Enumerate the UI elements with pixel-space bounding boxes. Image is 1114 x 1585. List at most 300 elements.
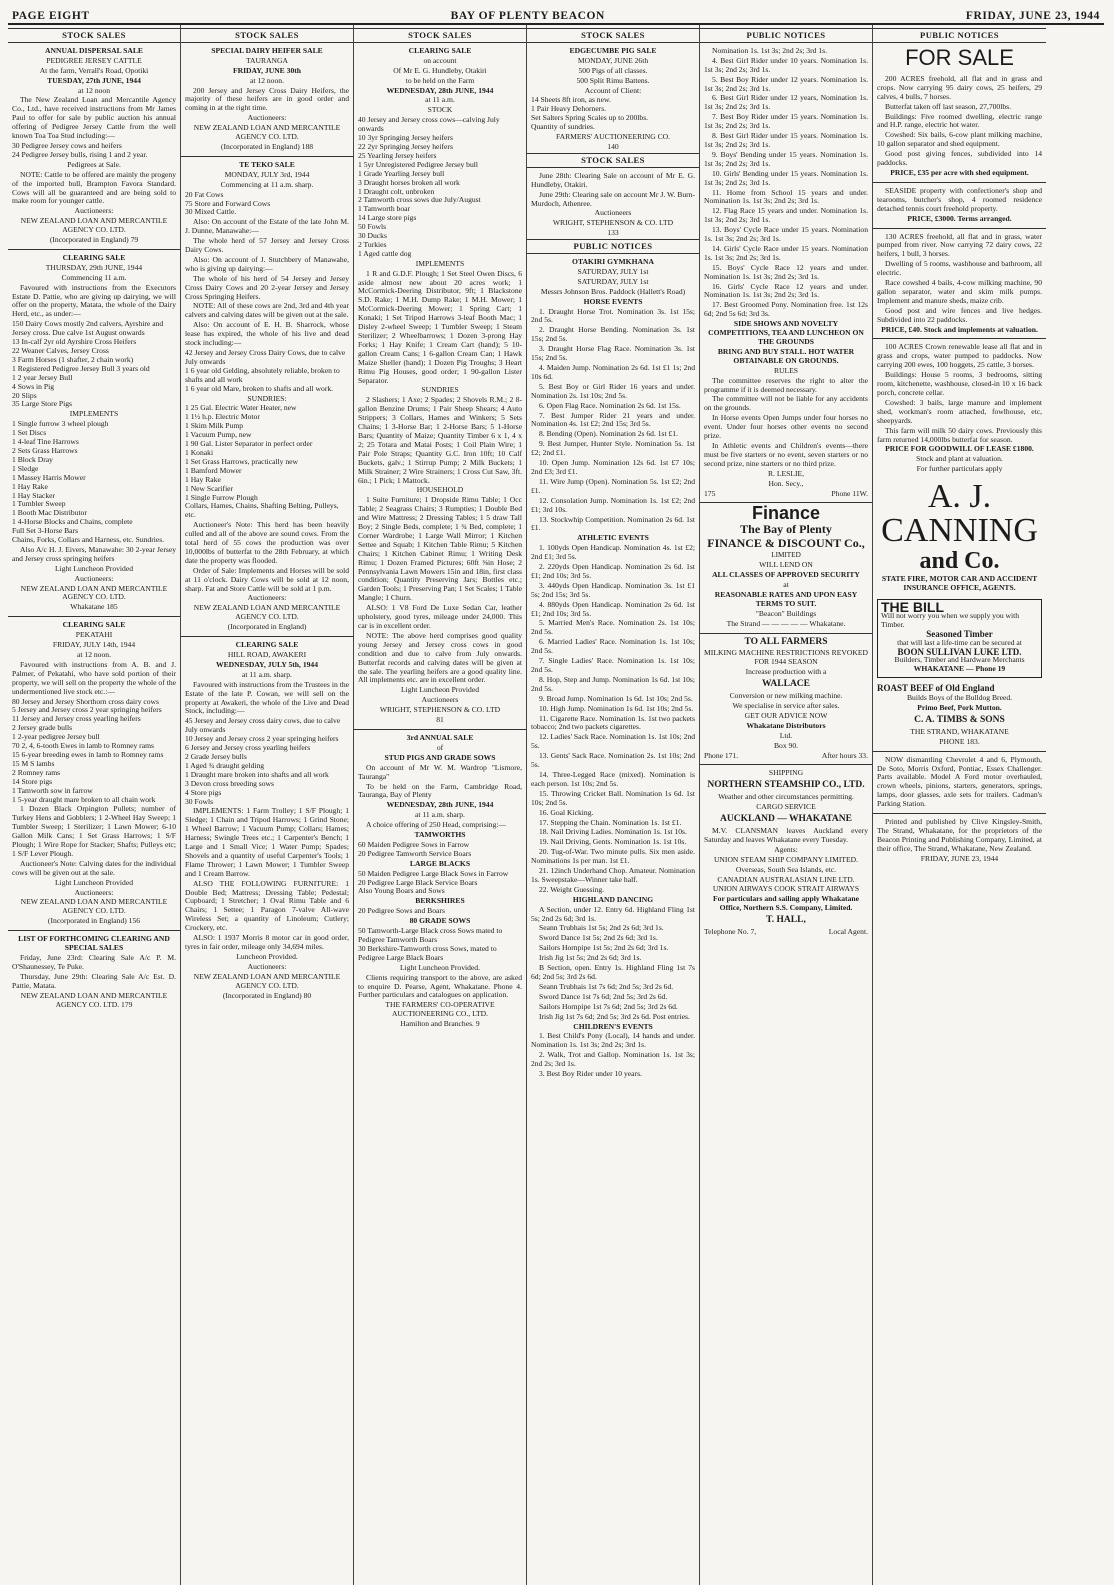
- list-item: 22 2yr Springing Jersey heifers: [358, 141, 453, 151]
- subhead: SUNDRIES: [421, 385, 459, 395]
- event-item: Seann Trubhais 1st 5s; 2nd 2s 6d; 3rd 1s.: [539, 923, 664, 933]
- ad-time: at 11 a.m. sharp.: [415, 810, 465, 820]
- auctioneer-inc: (Incorporated in England) 79: [49, 235, 139, 245]
- ad-time: Commencing at 11 a.m. sharp.: [220, 179, 314, 189]
- column-2: [181, 25, 354, 1585]
- ad-text: On account of Mr W. M. Wardrop "Lismore, Tauranga": [358, 762, 522, 781]
- list-item: 1 Set Discs: [12, 428, 47, 438]
- event-item: 8. Best Girl Rider under 15 years. Nomination 1s. 1st 3s; 2nd 2s; 3rd 1s.: [704, 131, 868, 149]
- subhead: STOCK: [427, 105, 453, 115]
- event-item: Seann Trubhais 1st 7s 6d; 2nd 5s; 3rd 2s 6d.: [539, 981, 674, 991]
- event-item: 4. 880yds Open Handicap. Nomination 2s 6d. 1st £1; 2nd 10s; 3rd 5s.: [531, 599, 695, 618]
- list-item: Quantity of sundries.: [531, 122, 595, 132]
- shipping-local: Local Agent.: [828, 927, 868, 937]
- luncheon-note: Light Luncheon Provided: [54, 563, 134, 573]
- shipping-text: UNION STEAM SHIP COMPANY LIMITED.: [713, 854, 859, 864]
- event-item: 3. Draught Horse Flag Race. Nomination 3s. 1st 15s; 2nd 5s.: [531, 344, 695, 363]
- property-text: Stock and plant at valuation.: [916, 454, 1003, 464]
- event-item: 5. Married Men's Race. Nomination 2s. 1st 10s; 2nd 5s.: [531, 618, 695, 637]
- event-item: 20. Tug-of-War. Two minute pulls. Six men aside. Nominations 1s per man. 1st £1.: [531, 847, 695, 866]
- masthead: [8, 6, 1104, 25]
- farmers-phone: Phone 171.: [704, 750, 739, 760]
- list-item: 1 Konaki: [185, 447, 214, 457]
- list-item: Also Young Boars and Sows: [358, 886, 445, 896]
- farmers-brand: WALLACE: [761, 679, 811, 690]
- property-text: 200 ACRES freehold, all flat and in grass and crops. Now carrying 95 dairy cows, 25 heifers, 29 calves, 4 bulls, 7 horses.: [877, 73, 1042, 101]
- section-header: PUBLIC NOTICES: [527, 239, 699, 254]
- ad-number: 175: [704, 488, 716, 498]
- ad-text: of: [436, 742, 444, 752]
- list-item: 1 Bamford Mower: [185, 465, 242, 475]
- list-item: 10 3yr Springing Jersey heifers: [358, 133, 453, 143]
- property-text: Buildings: Five roomed dwelling, electric range and H.P. range, electric hot water.: [877, 111, 1042, 130]
- auctioneer-name: NEW ZEALAND LOAN AND MERCANTILE AGENCY CO. LTD.: [20, 583, 168, 602]
- list-item: 2 Jersey grade bulls: [12, 723, 73, 733]
- list-item: 1 Block Dray: [12, 454, 53, 464]
- event-item: 5. Best Boy Rider under 12 years. Nomination 1s. 1st 3s; 2nd 2s; 3rd 1s.: [704, 74, 868, 93]
- list-item: 1 Tamworth sow in farrow: [12, 785, 93, 795]
- auctioneers-label: Auctioneers:: [247, 961, 287, 971]
- auctioneers-label: Auctioneers:: [74, 573, 114, 583]
- finance-company: FINANCE & DISCOUNT Co.,: [707, 536, 865, 551]
- section-header: PUBLIC NOTICES: [700, 28, 872, 43]
- list-item: 1 2-year pedigree Jersey bull: [12, 732, 100, 742]
- shipping-tel: Telephone No. 7,: [704, 927, 757, 937]
- event-item: 7. Single Ladies' Race. Nomination 1s. 1st 10s; 2nd 5s.: [531, 656, 695, 674]
- list-item: 14 Large store pigs: [358, 213, 417, 223]
- section-header: STOCK SALES: [527, 153, 699, 168]
- list-item: 20 Pedigree Tamworth Service Boars: [358, 848, 472, 858]
- auctioneer-name: NEW ZEALAND LOAN AND MERCANTILE AGENCY CO. LTD.: [20, 897, 168, 916]
- list-item: 1 4-leaf Tine Harrows: [12, 437, 79, 447]
- auctioneer-name: FARMERS' AUCTIONEERING CO.: [555, 132, 671, 142]
- list-item: Full Set 3-Horse Bars: [12, 526, 79, 536]
- auctioneer-name: NEW ZEALAND LOAN AND MERCANTILE AGENCY CO. LTD.: [193, 971, 341, 990]
- farmers-text: Whakatane Distributors: [746, 720, 826, 730]
- auctioneer-inc: 140: [607, 141, 619, 151]
- list-item: 1 Tamworth boar: [358, 204, 411, 214]
- finance-heading: Finance: [751, 503, 821, 524]
- list-item: 13 In-calf 2yr old Ayrshire Cross Heifers: [12, 337, 137, 347]
- list-item: 20 Slips: [12, 390, 37, 400]
- finance-text: WILL LEND ON: [759, 560, 813, 570]
- ad-date: WEDNESDAY, 28th JUNE, 1944: [386, 85, 494, 95]
- bill-phone: WHAKATANE — Phone 19: [913, 664, 1006, 674]
- event-item: 13. Gents' Sack Race. Nomination 2s. 1st 10s; 2nd 5s.: [531, 751, 695, 770]
- subhead: HORSE EVENTS: [583, 296, 643, 306]
- list-item: Thursday, June 29th: Clearing Sale A/c Est. D. Pattie, Matata.: [12, 971, 176, 990]
- list-item: 1 Single Furrow Plough: [185, 492, 258, 502]
- bill-seasoned: Seasoned Timber: [926, 628, 993, 639]
- ad-body: ALSO: 1 V8 Ford De Luxe Sedan Car, leather upholstery, good tyres, mileage under 24,000. This car is in excellent order.: [358, 603, 522, 630]
- ad-body: June 28th: Clearing Sale on account of Mr E. G. Hundleby, Otakiri.: [531, 170, 695, 189]
- ad-subtitle: PEDIGREE JERSEY CATTLE: [46, 55, 142, 65]
- farmers-text: GET OUR ADVICE NOW: [744, 710, 828, 720]
- ad-title: OTAKIRI GYMKHANA: [572, 257, 654, 267]
- butcher-name: C. A. TIMBS & SONS: [914, 714, 1005, 725]
- ad-title: ANNUAL DISPERSAL SALE: [45, 45, 143, 55]
- list-item: 500 Split Rimu Battens.: [576, 75, 650, 85]
- property-text: Good post and wire fences and live hedges. Subdivided into 22 paddocks.: [877, 305, 1042, 324]
- ad-body: Also: On account of J. Stutchbery of Manawahe, who is giving up dairying:—: [185, 254, 349, 273]
- agent-name: A. J. CANNING: [881, 478, 1038, 550]
- ad-title: SPECIAL DAIRY HEIFER SALE: [211, 45, 323, 55]
- section-header: STOCK SALES: [181, 28, 353, 43]
- auctioneers-label: Auctioneers:: [247, 113, 287, 123]
- ad-text: on account: [423, 55, 457, 65]
- ad-body: ALSO: 1 1937 Morris 8 motor car in good order, tyres in fair order, mileage only 34,694 miles.: [185, 933, 349, 951]
- auctioneers-label: Auctioneers:: [74, 206, 114, 216]
- ad-title: LIST OF FORTHCOMING CLEARING AND SPECIAL SALES: [18, 934, 170, 953]
- farmers-text: Conversion or new milking machine.: [729, 691, 843, 701]
- list-item: 75 Store and Forward Cows: [185, 198, 271, 208]
- ad-body: 2 Slashers; 1 Axe; 2 Spades; 2 Shovels R.M.; 2 8-gallon Benzine Drums; 1 Pair Sheep Shears; 4 Auto Strippers; 3 Collars, Hames and Winkers; 5 Sets Chains; 1 3-Horse Bar; 1 2-Horse Bars; 5 1-Horse Bars; Quantity of Maize; Quantity Timber 6 x 1, 4 x 2; 25 Totara and Matai Posts; 1 Coil Plain Wire; 1 Pair Pole Straps; Quantity G.C. Iron 10ft; 10 Calf Buckets, galv.; 1 Stirrup Pump; 2 Milk Buckets; 1 Milk Strainer; 2 Wire Strainers; 1 Cross Cut Saw, 3ft. 6in.; 1 Pick; 1 Mattock.: [358, 395, 522, 485]
- property-text: This farm will milk 50 dairy cows. Previously this farm returned 14,000lbs butterfat for season.: [877, 425, 1042, 444]
- subhead: ATHLETIC EVENTS: [577, 533, 649, 543]
- list-item: 1 Registered Pedigree Jersey Bull 3 years old: [12, 363, 150, 373]
- event-item: B Section, open. Entry 1s. Highland Fling 1st 7s 6d; 2nd 5s; 3rd 2s 6d.: [531, 963, 695, 981]
- ad-body: The whole herd of 57 Jersey and Jersey Cross Dairy Cows.: [185, 236, 349, 255]
- property-text: 100 ACRES Crown renewable lease all flat and in grass and crops, water pumped to paddocks. Now carrying 200 ewes, 100 hoggets, 25 cattle, 3 horses.: [877, 342, 1042, 370]
- subhead: HIGHLAND DANCING: [572, 894, 654, 904]
- list-item: 1 Booth Mac Distributor: [12, 508, 87, 518]
- event-item: Sword Dance 1st 7s 6d; 2nd 5s; 3rd 2s 6d.: [539, 991, 668, 1001]
- event-item: 1. Draught Horse Trot. Nomination 3s. 1st 15s; 2nd 5s.: [531, 306, 695, 325]
- event-item: 15. Boys' Cycle Race 12 years and under. Nomination 1s. 1st 3s; 2nd 2s; 3rd 1s.: [704, 262, 868, 281]
- list-item: 4 Sows in Pig: [12, 381, 54, 391]
- list-item: 22 Weaner Calves, Jersey Cross: [12, 346, 109, 355]
- ad-title: CLEARING SALE: [235, 640, 299, 650]
- shipping-text: For particulars and sailing apply Whakatane Office, Northern S.S. Company, Limited.: [713, 894, 859, 913]
- ad-subtitle: STUD PIGS AND GRADE SOWS: [384, 752, 496, 762]
- auctioneer-inc: 81: [436, 715, 444, 725]
- list-item: 1 Hay Rake: [185, 474, 221, 484]
- subhead: CHILDREN'S EVENTS: [573, 1021, 653, 1031]
- list-item: 1 4-Horse Blocks and Chains, complete: [12, 517, 133, 527]
- shipping-text: Overseas, South Sea Islands, etc.: [735, 864, 837, 874]
- ad-note: Auctioneer's Note: This herd has been heavily culled and all of the above are sound cows. From the total herd of 55 cows the production was over 10,000lbs of butterfat to the 28th February, at which date the property was flooded.: [185, 520, 349, 565]
- auctioneer-name: NEW ZEALAND LOAN AND MERCANTILE AGENCY CO. LTD.: [193, 603, 341, 622]
- luncheon-note: Light Luncheon Provided.: [400, 962, 480, 972]
- ad-body: The committee will not be liable for any accidents on the grounds.: [704, 394, 868, 413]
- luncheon-note: Light Luncheon Provided: [54, 877, 134, 887]
- ad-body: The New Zealand Loan and Mercantile Agency Co., Ltd., have received instructions from Mr James Paul to offer for sale by public auction his annual offering of Pedigree Jersey Cattle from the well known Toa Toa Stud including:—: [12, 95, 176, 141]
- list-item: 1 1½ h.p. Electric Motor: [185, 412, 260, 422]
- event-item: Irish Jig 1st 5s; 2nd 2s 6d; 3rd 1s.: [539, 953, 642, 963]
- list-item: 80 Jersey and Jersey Shorthorn cross dairy cows: [12, 696, 159, 706]
- column-3: [354, 25, 527, 1585]
- list-item: 3 Devon cross breeding sows: [185, 778, 275, 788]
- list-item: 50 Maiden Pedigree Large Black Sows in Farrow: [358, 868, 509, 878]
- auctioneer-name: WRIGHT, STEPHENSON & CO. LTD: [379, 705, 501, 715]
- list-item: 14 Sheets 8ft iron, as new.: [531, 95, 611, 105]
- column-6: [873, 25, 1046, 1585]
- property-text: Dwelling of 5 rooms, washhouse and bathroom, all electric.: [877, 259, 1042, 278]
- luncheon-note: Luncheon Provided.: [236, 951, 298, 961]
- shipping-text: CARGO SERVICE: [756, 802, 816, 812]
- list-item: 1 Skim Milk Pump: [185, 421, 244, 431]
- property-text: For further particulars apply: [916, 464, 1003, 474]
- ad-text: A choice offering of 250 Head, comprising:—: [366, 820, 507, 830]
- subhead: 80 GRADE SOWS: [409, 916, 471, 926]
- columns: [8, 25, 1104, 1585]
- property-price: PRICE FOR GOODWILL OF LEASE £1800.: [885, 444, 1034, 454]
- ad-title: CLEARING SALE: [62, 620, 126, 630]
- ad-body: June 29th: Clearing sale on account Mr J. W. Burn-Murdoch, Athenree.: [531, 189, 695, 208]
- imprint-date: FRIDAY, JUNE 23, 1944: [920, 853, 999, 863]
- ad-body: 1 Suite Furniture; 1 Dropside Rimu Table; 1 Occ Table; 2 Seagrass Chairs; 3 Rumpties; 1 Double Bed and Wire Mattress; 2 Dressing Tables; 1 5 draw Tall Boy; 2 Single Beds, complete; 1 ¾ Bed, complete; 1 Corner Wardrobe; 1 Large Wall Mirror; 1 Kitchen Settee and Squab; 1 Kitchen Table Rimu; 5 Kitchen Chairs; 1 Kitchen Cabinet Rimu; 1 Writing Desk Rimu; 1 Dozen Framed Pictures; 60ft ⅜in Hose; 2 Pennsylvania Lawn Mowers 15in and 18in, first class condition; Quantity Preserving Jars; Bottles etc.; Garden Tools; 1 Preserving Pan; 1 Set Scales; 1 Table Mangle; 1 Churn.: [358, 495, 522, 603]
- ad-date: FRIDAY, JUNE 30th: [232, 65, 301, 75]
- auctioneers-label: Auctioneers:: [74, 887, 114, 897]
- auctioneer-name: NEW ZEALAND LOAN AND MERCANTILE AGENCY CO. LTD.: [20, 216, 168, 235]
- list-item: 1 Draught colt, unbroken: [358, 186, 435, 196]
- event-item: 21. 12inch Underhand Chop. Amateur. Nomination 1s. Sweepstake—Winner take half.: [531, 866, 695, 884]
- event-item: 10. Girls' Bending under 15 years. Nomination 1s. 1st 3s; 2nd 2s; 3rd 1s.: [704, 168, 868, 187]
- event-item: 9. Best Jumper, Hunter Style. Nomination 5s. 1st £2; 2nd £1.: [531, 439, 695, 458]
- notice-subhead: BRING AND BUY STALL. HOT WATER OBTAINABLE ON GROUNDS.: [717, 346, 855, 365]
- column-5: [700, 25, 873, 1585]
- list-item: 20 Pedigree Sows and Boars: [358, 906, 445, 916]
- shipping-text: M.V. CLANSMAN leaves Auckland every Saturday and leaves Whakatane every Tuesday.: [704, 825, 868, 844]
- auctioneers-label: Auctioneers: [594, 208, 632, 218]
- newspaper-title: BAY OF PLENTY BEACON: [450, 10, 605, 22]
- property-text: Race cowshed 4 bails, 4-cow milking machine, 90 gallon separator, water and skim milk pumps. Implement and manure sheds, maize crib.: [877, 278, 1042, 305]
- ad-time: at 11 a.m. sharp.: [242, 669, 292, 679]
- farmers-text: Increase production with a: [745, 667, 827, 677]
- property-price: PRICE, £3000. Terms arranged.: [907, 213, 1012, 223]
- agent-desc: STATE FIRE, MOTOR CAR AND ACCIDENT INSURANCE OFFICE, AGENTS.: [881, 574, 1038, 593]
- list-item: Collars, Hames, Chains, Shafting Belting, Pulleys, etc.: [185, 501, 339, 520]
- roast-text: Primo Beef, Pork Mutton.: [917, 703, 1002, 713]
- ad-note: Auctioneer's Note: Calving dates for the individual cows will be given out at the sale.: [12, 858, 176, 877]
- ad-body: 200 Jersey and Jersey Cross Dairy Heifers, the majority of these heifers are in good order and coming in at the right time.: [185, 85, 349, 113]
- event-item: 2. Walk, Trot and Gallop. Nomination 1s. 1st 3s; 2nd 2s; 3rd 1s.: [531, 1050, 695, 1069]
- event-item: 12. Flag Race 15 years and under. Nomination 1s. 1st 3s; 2nd 2s; 3rd 1s.: [704, 206, 868, 225]
- event-item: 7. Best Jumper Rider 21 years and under. Nomination 4s. 1st £2; 2nd 15s; 3rd 5s.: [531, 410, 695, 429]
- list-item: 50 Fowls: [358, 222, 387, 232]
- ad-note: Pedigrees at Sale.: [67, 159, 121, 169]
- list-item: 1 2 year Jersey Bull: [12, 372, 73, 382]
- farmers-text: Box 90.: [773, 740, 799, 750]
- event-item: 7. Best Boy Rider under 15 years. Nomination 1s. 1st 3s; 2nd 2s; 3rd 1s.: [704, 112, 868, 131]
- subhead: SUNDRIES:: [247, 393, 287, 403]
- event-item: 1. Best Child's Pony (Local), 14 hands and under. Nomination 1s. 1st 3s; 2nd 2s; 3rd 1s.: [531, 1031, 695, 1050]
- finance-text: ALL CLASSES OF APPROVED SECURITY: [712, 570, 860, 580]
- auctioneer-inc: 133: [607, 228, 619, 238]
- list-item: 30 Ducks: [358, 231, 387, 241]
- event-item: 22. Weight Guessing.: [539, 884, 605, 894]
- list-item: 1 Hay Rake: [12, 481, 48, 491]
- ad-body: Favoured with instructions from the Executors Estate D. Pattie, who are giving up dairying, we will offer on the property, Matata, the whole of the Dairy Herd, etc., as under:—: [12, 282, 176, 319]
- subhead: TAMWORTHS: [414, 830, 466, 840]
- ad-location: HILL ROAD, AWAKERI: [227, 650, 307, 659]
- list-item: 1 Pair Heavy Dehorners.: [531, 104, 607, 114]
- timber-ad: [877, 599, 1042, 678]
- shipping-text: CANADIAN AUSTRALASIAN LINE LTD.: [717, 874, 855, 884]
- finance-text: "Beacon" Buildings: [755, 608, 817, 618]
- bill-title: THE BILL: [881, 598, 944, 615]
- event-item: 16. Goal Kicking.: [539, 807, 594, 817]
- shipping-text: Agents:: [774, 844, 798, 854]
- farmers-heading: TO ALL FARMERS: [744, 636, 828, 647]
- ad-body: Favoured with instructions from A. B. and J. Palmer, of Pekatahi, who have sold portion of their property, we will sell on the property the whole of the undermentioned live stock etc.:—: [12, 659, 176, 696]
- event-item: 4. Maiden Jump. Nomination 2s 6d. 1st £1 1s; 2nd 10s 6d.: [531, 363, 695, 381]
- ad-date: MONDAY, JUNE 26th: [577, 55, 649, 65]
- roast-text: Builds Boys of the Bulldog Breed.: [906, 693, 1013, 703]
- list-item: 1 6 year old Gelding, absolutely reliable, broken to shafts and all work: [185, 365, 340, 384]
- auctioneer-inc: (Incorporated in England) 188: [220, 141, 314, 151]
- property-price: PRICE, £35 per acre with shed equipment.: [890, 167, 1029, 177]
- event-item: 5. Best Boy or Girl Rider 16 years and under. Nomination 2s. 1st 10s; 2nd 5s.: [531, 381, 695, 400]
- subhead: IMPLEMENTS: [69, 409, 119, 419]
- list-item: 14 Store pigs: [12, 776, 53, 786]
- event-item: 4. Best Girl Rider under 10 years. Nomination 1s. 1st 3s; 2nd 2s; 3rd 1s.: [704, 55, 868, 74]
- finance-text: The Strand — — — — — Whakatane.: [726, 618, 846, 628]
- list-item: 35 Large Store Pigs: [12, 399, 72, 409]
- list-item: 1 Aged cattle dog: [358, 248, 412, 258]
- event-item: Sailors Hornpipe 1st 7s 6d; 2nd 5s; 3rd 2s 6d.: [539, 1001, 678, 1011]
- signature: Phone 11W.: [831, 488, 868, 498]
- list-item: Set Salters Spring Scales up to 200lbs.: [531, 113, 649, 123]
- auctioneers-label: Auctioneers: [421, 695, 459, 705]
- subhead: HOUSEHOLD: [416, 485, 464, 495]
- ad-body: 1 R and G.D.F. Plough; 1 Set Steel Owen Discs, 6 aside almost new about 20 acres work; 1 McCormick-Deering Distributor, 9ft; 1 Blackstone S.D. Rake; 1 M.H. Dump Rake; 1 M.H. Mower; 1 McCormick-Deering Mower; 1 Spring Cart; 1 Konaki; 1 Set Tripod Harrows 3-leaf Booth Mac; 1 Disley 2-wheel Sweep; 1 Tumbler Sweep; 1 Steam Sterilizer; 2 Wheelbarrows; 1 Dozen 3-prong Hay Forks; 1 Hay Knife; 1 Cream Cart (hand); 5 10-gallon Cream Cans; 1 6-gallon Cream Can; 1 Hawk Maize Sheller (hand); 1 Dozen Pig Troughs; 3 Heart Rimu Pig Houses, good order; 1 90-gallon Lister Separator.: [358, 268, 522, 385]
- list-item: 30 Fowls: [185, 796, 214, 806]
- event-item: 10. Open Jump. Nomination 12s 6d. 1st £7 10s; 2nd £3; 3rd £1.: [531, 458, 695, 476]
- event-item: A Section, under 12. Entry 6d. Highland Fling 1st 5s; 2nd 2s 6d; 3rd 1s.: [531, 904, 695, 923]
- ad-note: Order of Sale: Implements and Horses will be sold at 11 o'clock. Dairy Cows will be sold at 12 noon, sharp. Fat and Store Cattle will be sold at 1 p.m.: [185, 565, 349, 593]
- event-item: 2. 220yds Open Handicap. Nomination 2s 6d. 1st £1; 2nd 10s; 3rd 5s.: [531, 562, 695, 580]
- property-text: Butterfat taken off last season, 27,700lbs.: [885, 101, 1011, 111]
- list-item: 20 Pedigree Large Black Service Boars: [358, 877, 478, 887]
- ad-date: TUESDAY, 27th JUNE, 1944: [47, 75, 141, 85]
- ad-body: IMPLEMENTS: 1 Farm Trolley; 1 S/F Plough; 1 Sledge; 1 Chain and Tripod Harrows; 1 Grind Stone; 1 Wheel Barrow; 1 Vacuum Pump; Collars; Hames; Harness; Swingle Trees etc.; 1 Carpenter's Bench; 1 Large and 1 Small Vice; 1 Water Pump; Spades; Shovels and a quantity of useful Carpenter's Tools; 1 Flame Thrower; 1 Lawn Mower; 1 Tumbler Sweep and 1 Cream Barrow.: [185, 806, 349, 878]
- bill-sub: Builders, Timber and Hardware Merchants: [894, 655, 1025, 665]
- auctioneer-inc: Whakatane 185: [70, 602, 118, 612]
- section-header: PUBLIC NOTICES: [873, 28, 1046, 43]
- auctioneer-name: NEW ZEALAND LOAN AND MERCANTILE AGENCY CO. LTD. 179: [20, 990, 168, 1009]
- event-item: 14. Three-Legged Race (mixed). Nomination is each person. 1st 10s; 2nd 5s.: [531, 769, 695, 788]
- ad-text: Account of Client:: [584, 85, 642, 95]
- event-item: 6. Best Girl Rider under 12 years, Nomination 1s. 1st 3s; 2nd 2s; 3rd 1s.: [704, 93, 868, 112]
- shipping-text: UNION AIRWAYS COOK STRAIT AIRWAYS: [712, 884, 860, 894]
- ad-body: Favoured with instructions from the Trustees in the Estate of the late P. Cowan, we will sell on the property at Awakeri, the whole of the Live and Dead Stock, including:—: [185, 679, 349, 716]
- list-item: 1 Aged ¾ draught gelding: [185, 760, 265, 770]
- ad-location: Messrs Johnson Bros. Paddock (Hallett's Road): [540, 286, 686, 296]
- list-item: 1 Set Grass Harrows, practically new: [185, 456, 299, 466]
- shipping-text: Weather and other circumstances permitting.: [718, 792, 854, 802]
- property-text: Buildings: House 5 rooms, 3 bedrooms, sitting room, kitchenette, washhouse, closed-in 10 x 16 back porch, concrete cellar.: [877, 370, 1042, 397]
- list-item: 4 Store pigs: [185, 787, 222, 797]
- ad-date: MONDAY, JULY 3rd, 1944: [224, 169, 310, 179]
- event-item: 12. Ladies' Sack Race. Nomination 1s. 1st 10s; 2nd 5s.: [531, 732, 695, 751]
- list-item: 1 Draught mare broken into shafts and all work: [185, 769, 329, 779]
- ad-body: 1 Dozen Black Orpington Pullets; number of Turkey Hens and Gobblers; 1 2-Wheel Hay Sweep; 1 Tumbler Sweep; 1 Sterilizer; 1 Lawn Mower; 6-10 Gallon Milk Cans; 1 Set Grass Harrows; 1 S/F Plough; 1 Wire Rope for Stacker; Shafts; Pulleys etc; 1 S/F Lever Plough.: [12, 804, 176, 858]
- ad-text: Of Mr E. G. Hundleby, Otakiri: [393, 65, 487, 75]
- farmers-afterhours: After hours 33.: [821, 750, 868, 760]
- list-item: 1 Massey Harris Mower: [12, 472, 86, 482]
- farmers-text: Ltd.: [779, 730, 793, 740]
- list-item: 60 Maiden Pedigree Sows in Farrow: [358, 839, 470, 849]
- property-text: Cowshed: Six bails, 6-cow plant milking machine, 10 gallon separator and shed equipment.: [877, 130, 1042, 149]
- list-item: 2 Sets Grass Harrows: [12, 445, 78, 455]
- event-item: Sailors Hornpipe 1st 5s; 2nd 2s 6d; 3rd 1s.: [539, 943, 669, 953]
- shipping-header: SHIPPING: [768, 768, 804, 778]
- property-text: 130 ACRES freehold, all flat and in grass, water pumped from river. Now carrying 72 dairy cows, 22 heifers, 1 bull, 3 horses.: [877, 231, 1042, 259]
- event-item: 10. High Jump. Nomination 1s 6d. 1st 10s; 2nd 5s.: [539, 703, 694, 713]
- list-item: 6 Jersey and Jersey cross yearling heifers: [185, 743, 311, 753]
- auctioneer-name: NEW ZEALAND LOAN AND MERCANTILE AGENCY CO. LTD.: [193, 123, 341, 142]
- finance-text: REASONABLE RATES AND UPON EASY TERMS TO SUIT.: [714, 589, 858, 608]
- list-item: 150 Dairy Cows mostly 2nd calvers, Ayrshire and Jersey cross. Due calve 1st August onwards: [12, 319, 164, 338]
- event-item: 17. Best Groomed Pony. Nomination free. 1st 12s 6d; 2nd 5s 6d; 3rd 3s.: [704, 300, 868, 319]
- bill-body: Will not worry you when we supply you with Timber.: [881, 610, 1020, 629]
- event-item: 12. Consolation Jump. Nomination 1s. 1st £2; 2nd £1; 3rd 10s.: [531, 495, 695, 514]
- ad-body: Clients requiring transport to the above, are asked to enquire D. Pearse, Agent, Whakatane. Phone 4. Further particulars and catalogues on application.: [358, 972, 522, 1000]
- subhead: RULES: [773, 365, 799, 375]
- list-item: 40 Jersey and Jersey cross cows—calving July onwards: [358, 115, 500, 134]
- ad-text: to be held on the Farm: [405, 75, 475, 85]
- ad-note: NOTE: The above herd comprises good quality young Jersey and Jersey cross cows in good condition and due to calve from July onwards. Butterfat records and calving dates will be given at the sale. The yearling heifers are a good quality line. All implements etc. are in excellent order.: [358, 630, 522, 685]
- list-item: 2 Romney rams: [12, 767, 61, 777]
- list-item: 42 Jersey and Jersey Cross Dairy Cows, due to calve July onwards: [185, 348, 346, 366]
- ad-title: CLEARING SALE: [62, 252, 126, 262]
- shipping-company: NORTHERN STEAMSHIP CO., LTD.: [707, 780, 865, 791]
- event-item: 11. Home from School 15 years and under. Nomination 1s. 1st 3s; 2nd 2s; 3rd 1s.: [704, 187, 868, 206]
- ad-title: CLEARING SALE: [408, 45, 472, 55]
- ad-time: at 12 noon.: [77, 650, 111, 659]
- list-item: 70 2, 4, 6-tooth Ewes in lamb to Romney rams: [12, 741, 154, 751]
- ad-time: at 11 a.m.: [425, 95, 455, 105]
- ad-body: In Horse events Open Jumps under four horses no event. Under four horses other events no second prize.: [704, 413, 868, 441]
- signature: Hon. Secy.,: [768, 478, 804, 488]
- ad-title: 3rd ANNUAL SALE: [406, 732, 474, 742]
- signature: R. LESLIE,: [767, 468, 805, 478]
- ad-location: At the farm, Verrall's Road, Opotiki: [39, 65, 149, 75]
- ad-location: PEKATAHI: [75, 630, 113, 640]
- list-item: 3 Farm Horses (1 shafter, 2 chain work): [12, 354, 134, 364]
- list-item: 30 Mixed Cattle.: [185, 207, 237, 217]
- ad-title: TE TEKO SALE: [239, 159, 295, 169]
- list-item: 25 Yearling Jersey heifers: [358, 150, 437, 160]
- event-item: 15. Throwing Cricket Ball. Nomination 1s 6d. 1st 10s; 2nd 5s.: [531, 788, 695, 807]
- shipping-route: AUCKLAND — WHAKATANE: [720, 814, 852, 825]
- list-item: 50 Tamworth-Large Black cross Sows mated to Pedigree Tamworth Boars: [358, 926, 503, 944]
- section-header: STOCK SALES: [527, 28, 699, 43]
- property-text: Good post giving fences, subdivided into 14 paddocks.: [877, 149, 1042, 168]
- event-item: 16. Girls' Cycle Race 12 years and under. Nomination 1s. 1st 3s; 2nd 2s; 3rd 1s.: [704, 281, 868, 300]
- event-item: 9. Broad Jump. Nomination 1s 6d. 1st 10s; 2nd 5s.: [539, 693, 693, 703]
- ad-date: SATURDAY, JULY 1st: [577, 276, 649, 286]
- dismantling-text: NOW dismantling Chevrolet 4 and 6, Plymouth, De Soto, Morris Oxford, Pontiac, Essex Challenger. Parts available. Model A Ford motor overhauled, crown wheels, pinions, starters, generators, springs, lamps, door glasses, axle sets for trailers. Cadman's Parking Station.: [877, 754, 1042, 809]
- event-item: 1. 100yds Open Handicap. Nomination 4s. 1st £2; 2nd £1; 3rd 5s.: [531, 543, 695, 562]
- column-4: [527, 25, 700, 1585]
- event-item: 3. Best Boy Rider under 10 years.: [539, 1069, 642, 1079]
- list-item: 5 Jersey and Jersey cross 2 year springing heifers: [12, 705, 162, 715]
- ad-time: Commencing 11 a.m.: [61, 272, 127, 282]
- finance-text: at: [783, 580, 789, 590]
- ad-date: WEDNESDAY, JULY 5th, 1944: [215, 659, 319, 669]
- list-item: Friday, June 23rd: Clearing Sale A/c P. M. O'Shaunessey, Te Puke.: [12, 953, 176, 971]
- list-item: 11 Jersey and Jersey cross yearling heifers: [12, 714, 141, 724]
- column-1: [8, 25, 181, 1585]
- list-item: 20 Fat Cows: [185, 189, 224, 199]
- event-item: Nomination 1s. 1st 3s; 2nd 2s; 3rd 1s.: [712, 45, 827, 55]
- ad-body: Also: On account of the Estate of the late John M. J. Dunne, Manawahe:—: [185, 217, 349, 236]
- butcher-phone: PHONE 183.: [939, 736, 980, 746]
- list-item: 3 Draught horses broken all work: [358, 177, 460, 187]
- auctioneers-label: Auctioneers:: [247, 593, 287, 603]
